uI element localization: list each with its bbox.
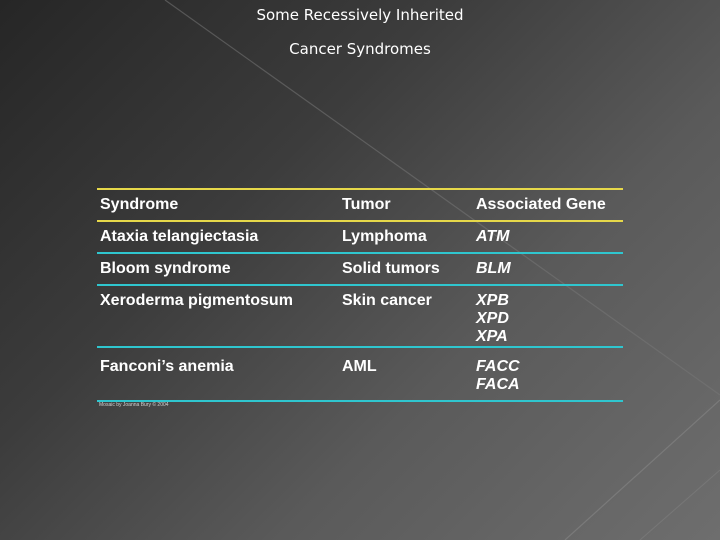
- table-row: [97, 286, 623, 348]
- header-associated-gene: Associated Gene: [476, 196, 606, 213]
- image-credit: Mosaic by Joanna Bury © 2004: [99, 402, 169, 408]
- syndrome-cell: Xeroderma pigmentosum: [100, 292, 293, 309]
- gene-name: FACC: [476, 358, 520, 375]
- table-row: [97, 254, 623, 286]
- tumor-cell: AML: [342, 358, 377, 375]
- gene-name: XPB: [476, 292, 509, 309]
- gene-cell: [476, 228, 623, 248]
- slide-title-line-1: Some Recessively Inherited: [256, 6, 464, 24]
- gene-cell: [476, 358, 623, 396]
- gene-name: BLM: [476, 260, 511, 277]
- tumor-cell: Skin cancer: [342, 292, 432, 309]
- slide-title-line-2: Cancer Syndromes: [289, 40, 431, 58]
- syndrome-cell: Ataxia telangiectasia: [100, 228, 259, 245]
- header-syndrome: Syndrome: [100, 196, 179, 213]
- syndrome-cell: Bloom syndrome: [100, 260, 231, 277]
- syndrome-cell: Fanconi’s anemia: [100, 358, 234, 375]
- table-row: [97, 348, 623, 402]
- gene-name: XPA: [476, 328, 508, 345]
- tumor-cell: Lymphoma: [342, 228, 427, 245]
- tumor-cell: Solid tumors: [342, 260, 440, 277]
- gene-name: ATM: [476, 228, 510, 245]
- table-row: [97, 222, 623, 254]
- gene-cell: [476, 260, 623, 280]
- gene-name: XPD: [476, 310, 509, 327]
- syndrome-table: [97, 188, 623, 402]
- table-header-row: [97, 188, 623, 222]
- gene-name: FACA: [476, 376, 520, 393]
- header-tumor: Tumor: [342, 196, 391, 213]
- gene-cell: [476, 292, 623, 345]
